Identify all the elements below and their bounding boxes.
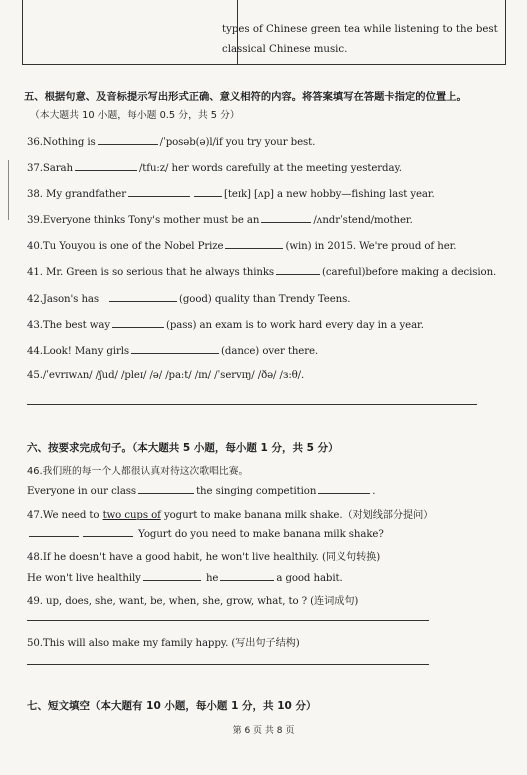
q41-b: (careful)before making a decision. <box>322 267 497 278</box>
q40-a: 40.Tu Youyou is one of the Nobel Prize <box>27 241 224 252</box>
q50-answer-line[interactable] <box>27 664 429 665</box>
q44 <box>27 344 318 357</box>
q41-a: 41. Mr. Green is so serious that he always thinks <box>27 267 275 278</box>
q40-b: (win) in 2015. We're proud of her. <box>285 241 457 252</box>
q38 <box>27 187 435 200</box>
section5-heading: 五、根据句意、及音标提示写出形式正确、意义相符的内容。将答案填写在答题卡指定的位置上。 <box>24 91 467 103</box>
q39-blank[interactable] <box>261 213 311 223</box>
q47-line2 <box>27 527 384 540</box>
q47-a: 47.We need to <box>27 510 100 521</box>
q46-a: Everyone in our class <box>27 486 137 497</box>
q44-a: 44.Look! Many girls <box>27 346 130 357</box>
q48 <box>27 571 343 584</box>
section5-sub: （本大题共 10 小题，每小题 0.5 分，共 5 分） <box>30 110 240 121</box>
q47 <box>27 506 433 521</box>
q45: 45./ˈevrɪwʌn/ /ʃud/ /pleɪ/ /ə/ /pa:t/ /ɪn/ /ˈservɪŋ/ /ðə/ /з:θ/. <box>27 370 305 381</box>
q37-b: /tfu:z/ her words carefully at the meeting yesterday. <box>138 163 402 174</box>
q38-b: [teɪk] [ʌp] a new hobby—fishing last year. <box>224 189 435 200</box>
q47-blank2[interactable] <box>83 527 133 537</box>
q46-cn: 46.我们班的每一个人都很认真对待这次歌唱比赛。 <box>27 466 249 477</box>
q42 <box>27 292 350 305</box>
q48-d: a good habit. <box>276 573 343 584</box>
q45-answer-line[interactable] <box>27 404 477 405</box>
q47-b: yogurt to make banana milk shake.（对划线部分提问） <box>163 510 434 521</box>
q39-a: 39.Everyone thinks Tony's mother must be an <box>27 215 260 226</box>
q48-prompt: 48.If he doesn't have a good habit, he won't live healthily. (同义句转换) <box>27 552 381 563</box>
q46-b: the singing competition <box>196 486 317 497</box>
q42-blank[interactable] <box>109 292 177 302</box>
q37-blank[interactable] <box>75 161 137 171</box>
page-footer: 第 6 页 共 8 页 <box>232 726 295 736</box>
q47-c: Yogurt do you need to make banana milk shake? <box>138 529 384 540</box>
q43-b: (pass) an exam is to work hard every day in a year. <box>166 320 424 331</box>
q48-b: He won't live healthily <box>27 573 141 584</box>
section6-heading: 六、按要求完成句子。（本大题共 5 小题，每小题 1 分，共 5 分） <box>27 442 339 454</box>
q36-a: 36.Nothing is <box>27 137 96 148</box>
q44-b: (dance) over there. <box>221 346 319 357</box>
q43-blank[interactable] <box>112 318 164 328</box>
q38-blank1[interactable] <box>128 187 190 197</box>
q42-b: (good) quality than Trendy Teens. <box>179 294 351 305</box>
section7-heading: 七、短文填空（本大题有 10 小题，每小题 1 分，共 10 分） <box>27 700 317 712</box>
q41 <box>27 265 496 278</box>
q36 <box>27 135 315 148</box>
q43 <box>27 318 424 331</box>
q46 <box>27 484 375 497</box>
margin-mark <box>8 160 9 220</box>
q46-blank1[interactable] <box>138 484 194 494</box>
q44-blank[interactable] <box>131 344 219 354</box>
q50: 50.This will also make my family happy. (写出句子结构) <box>27 638 300 649</box>
q46-blank2[interactable] <box>318 484 370 494</box>
q40 <box>27 239 456 252</box>
q46-c: . <box>372 486 376 497</box>
q36-b: /ˈposəb(ə)l/if you try your best. <box>159 137 316 148</box>
q41-blank[interactable] <box>276 265 320 275</box>
q49-answer-line[interactable] <box>27 620 429 621</box>
q37 <box>27 161 402 174</box>
q39-b: /ʌndrˈstend/mother. <box>313 215 413 226</box>
q37-a: 37.Sarah <box>27 163 73 174</box>
q48-c: he <box>205 573 219 584</box>
q47-underlined: two cups of <box>102 510 161 521</box>
table-text-line1: types of Chinese green tea while listening to the best <box>222 24 498 35</box>
table-text-line2: classical Chinese music. <box>222 44 348 55</box>
q38-a: 38. My grandfather <box>27 189 127 200</box>
q40-blank[interactable] <box>225 239 283 249</box>
q36-blank[interactable] <box>98 135 158 145</box>
q38-blank2[interactable] <box>194 187 222 197</box>
q42-a: 42.Jason's has <box>27 294 100 305</box>
q43-a: 43.The best way <box>27 320 110 331</box>
q49: 49. up, does, she, want, be, when, she, grow, what, to ? (连词成句) <box>27 596 359 607</box>
q48-blank2[interactable] <box>220 571 274 581</box>
q39 <box>27 213 413 226</box>
q48-blank1[interactable] <box>143 571 201 581</box>
q47-blank1[interactable] <box>29 527 79 537</box>
